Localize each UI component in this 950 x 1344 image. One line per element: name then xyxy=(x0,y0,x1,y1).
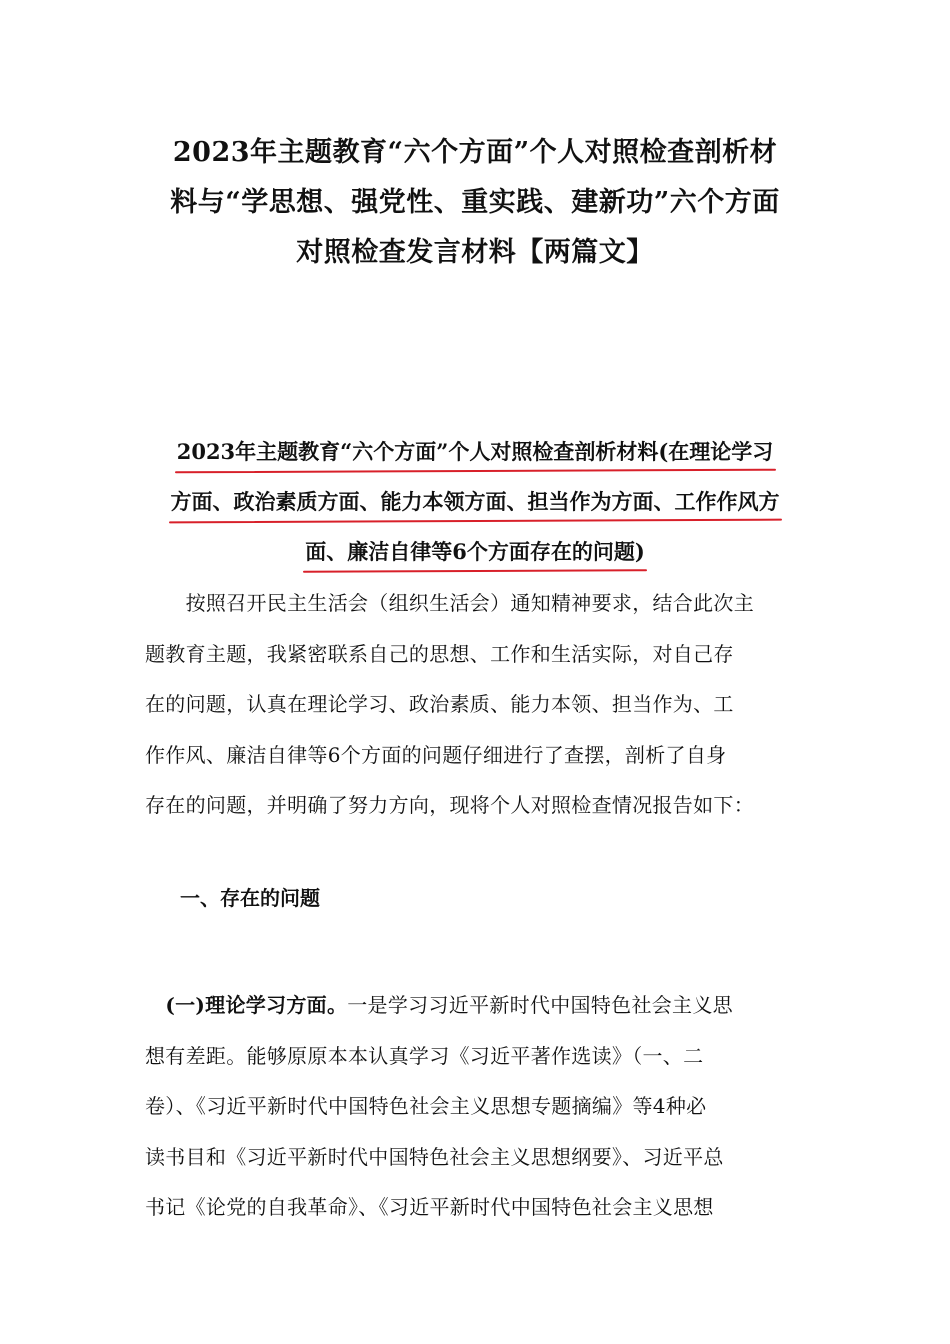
subtitle-line xyxy=(145,478,805,528)
document-title xyxy=(140,128,810,278)
subtitle-line xyxy=(145,428,805,478)
section-paragraph xyxy=(145,980,805,1233)
section-lead: (一)理论学习方面。 xyxy=(165,993,348,1017)
paragraph-line: 想有差距。能够原原本本认真学习《习近平著作选读》（一、二 xyxy=(145,1043,704,1068)
paragraph-line: 书记《论党的自我革命》、《习近平新时代中国特色社会主义思想 xyxy=(145,1195,714,1219)
paragraph-line: 题教育主题，我紧密联系自己的思想、工作和生活实际，对自己存 xyxy=(145,641,734,666)
paragraph-line xyxy=(145,980,805,1031)
lead-line-text: 一是学习习近平新时代中国特色社会主义思 xyxy=(347,993,733,1017)
subtitle-text: 方面、政治素质方面、能力本领方面、担当作为方面、工作作风方 xyxy=(171,478,780,528)
paragraph-line: 作作风、廉洁自律等6个方面的问题仔细进行了查摆，剖析了自身 xyxy=(145,742,727,767)
paragraph-line: 卷）、《习近平新时代中国特色社会主义思想专题摘编》等4种必 xyxy=(145,1094,707,1118)
title-line: 对照检查发言材料【两篇文】 xyxy=(296,237,654,268)
subtitle-line xyxy=(145,528,805,578)
paragraph-line: 按照召开民主生活会（组织生活会）通知精神要求，结合此次主 xyxy=(145,591,754,615)
subtitle-text: 2023年主题教育“六个方面”个人对照检查剖析材料(在理论学习 xyxy=(177,428,774,478)
title-line: 料与“学思想、强党性、重实践、建新功”六个方面 xyxy=(170,187,780,218)
intro-paragraph xyxy=(145,578,805,831)
paragraph-line: 存在的问题，并明确了努力方向，现将个人对照检查情况报告如下： xyxy=(145,793,754,817)
paragraph-line: 读书目和《习近平新时代中国特色社会主义思想纲要》、习近平总 xyxy=(145,1144,724,1169)
section-heading: 一、存在的问题 xyxy=(180,886,320,910)
title-line: 2023年主题教育“六个方面”个人对照检查剖析材 xyxy=(172,137,778,168)
subtitle-text: 面、廉洁自律等6个方面存在的问题) xyxy=(305,528,645,578)
section-subtitle xyxy=(145,428,805,578)
paragraph-line: 在的问题，认真在理论学习、政治素质、能力本领、担当作为、工 xyxy=(145,692,734,716)
